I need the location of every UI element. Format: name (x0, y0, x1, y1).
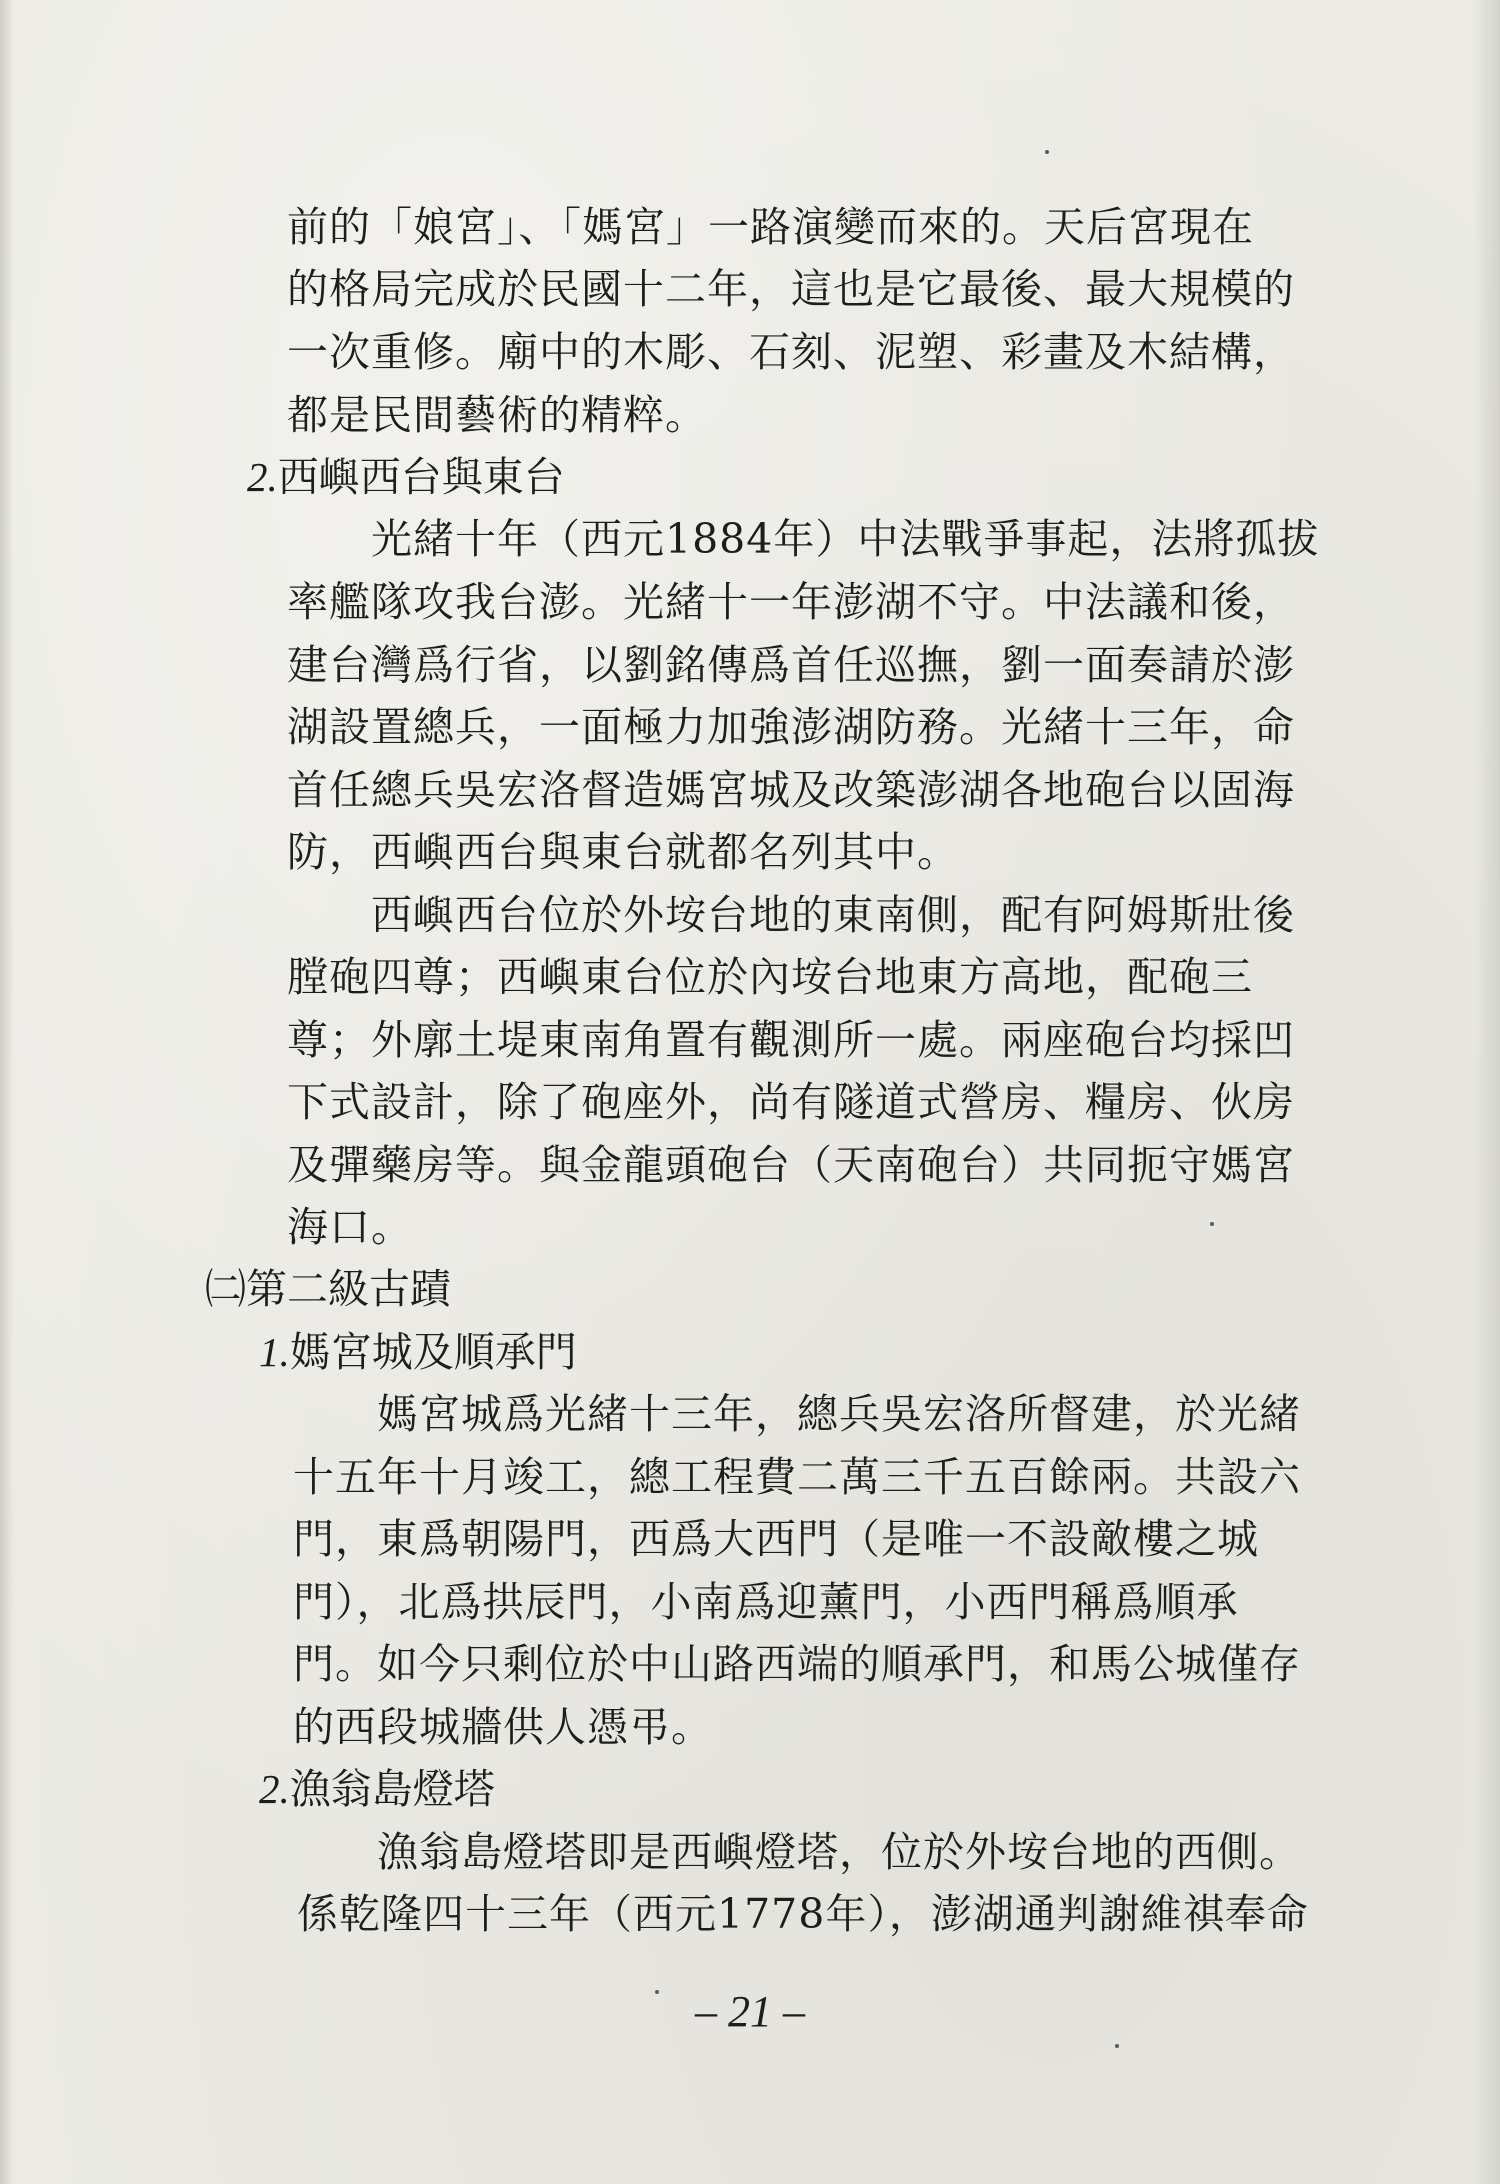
text-line: 海口。 (287, 1203, 413, 1251)
scan-speck (1210, 1222, 1214, 1226)
section-title: 西嶼西台與東台 (277, 453, 565, 501)
text-line: 及彈藥房等。與金龍頭砲台（天南砲台）共同扼守媽宮 (287, 1141, 1295, 1189)
text-line: 係乾隆四十三年（西元1778年），澎湖通判謝維祺奉命 (297, 1890, 1309, 1938)
section-title: 漁翁島燈塔 (289, 1765, 495, 1813)
section-heading (247, 453, 565, 501)
text-line: 率艦隊攻我台澎。光緒十一年澎湖不守。中法議和後， (287, 578, 1295, 626)
section-heading (259, 1765, 495, 1813)
text-line: 西嶼西台位於外垵台地的東南側，配有阿姆斯壯後 (371, 891, 1295, 939)
scan-speck (1045, 150, 1049, 154)
scan-speck (655, 1990, 659, 1994)
text-line: 媽宮城爲光緒十三年，總兵吳宏洛所督建，於光緒 (377, 1390, 1301, 1438)
text-line: 門。如今只剩位於中山路西端的順承門，和馬公城僅存 (293, 1640, 1301, 1688)
section-heading (259, 1328, 577, 1376)
text-line: 門，東爲朝陽門，西爲大西門（是唯一不設敵樓之城 (293, 1515, 1259, 1563)
text-line: 下式設計，除了砲座外，尚有隧道式營房、糧房、伙房 (287, 1078, 1295, 1126)
section-title: 媽宮城及順承門 (289, 1328, 577, 1376)
scan-speck (1115, 2044, 1119, 2048)
category-marker: ㈡ (205, 1265, 246, 1313)
section-number: 2. (247, 454, 278, 500)
text-line: 防，西嶼西台與東台就都名列其中。 (287, 828, 959, 876)
text-line: 十五年十月竣工，總工程費二萬三千五百餘兩。共設六 (293, 1453, 1301, 1501)
text-line: 都是民間藝術的精粹。 (287, 391, 707, 439)
category-title: 第二級古蹟 (246, 1265, 451, 1313)
text-line: 湖設置總兵，一面極力加強澎湖防務。光緒十三年，命 (287, 703, 1295, 751)
text-line: 首任總兵吳宏洛督造媽宮城及改築澎湖各地砲台以固海 (287, 766, 1295, 814)
page-number: – 21 – (695, 1987, 805, 2036)
page-right-edge-shadow (1474, 0, 1500, 2184)
text-line: 一次重修。廟中的木彫、石刻、泥塑、彩畫及木結構， (287, 328, 1295, 376)
section-number: 2. (259, 1766, 290, 1812)
section-number: 1. (259, 1329, 290, 1375)
text-line: 光緒十年（西元1884年）中法戰爭事起，法將孤拔 (371, 515, 1320, 563)
text-line: 門），北爲拱辰門，小南爲迎薰門，小西門稱爲順承 (293, 1578, 1239, 1626)
text-line: 漁翁島燈塔即是西嶼燈塔，位於外垵台地的西側。 (377, 1828, 1301, 1876)
text-line: 的西段城牆供人憑弔。 (293, 1703, 713, 1751)
text-line: 尊；外廓土堤東南角置有觀測所一處。兩座砲台均採凹 (287, 1016, 1295, 1064)
text-line: 前的「娘宮」、「媽宮」一路演變而來的。天后宮現在 (287, 203, 1254, 251)
text-line: 膛砲四尊；西嶼東台位於內垵台地東方高地，配砲三 (287, 953, 1253, 1001)
page-left-edge-shadow (0, 0, 14, 2184)
category-heading (205, 1265, 451, 1313)
text-line: 建台灣爲行省，以劉銘傳爲首任巡撫，劉一面奏請於澎 (287, 641, 1295, 689)
text-line: 的格局完成於民國十二年，這也是它最後、最大規模的 (287, 265, 1295, 313)
